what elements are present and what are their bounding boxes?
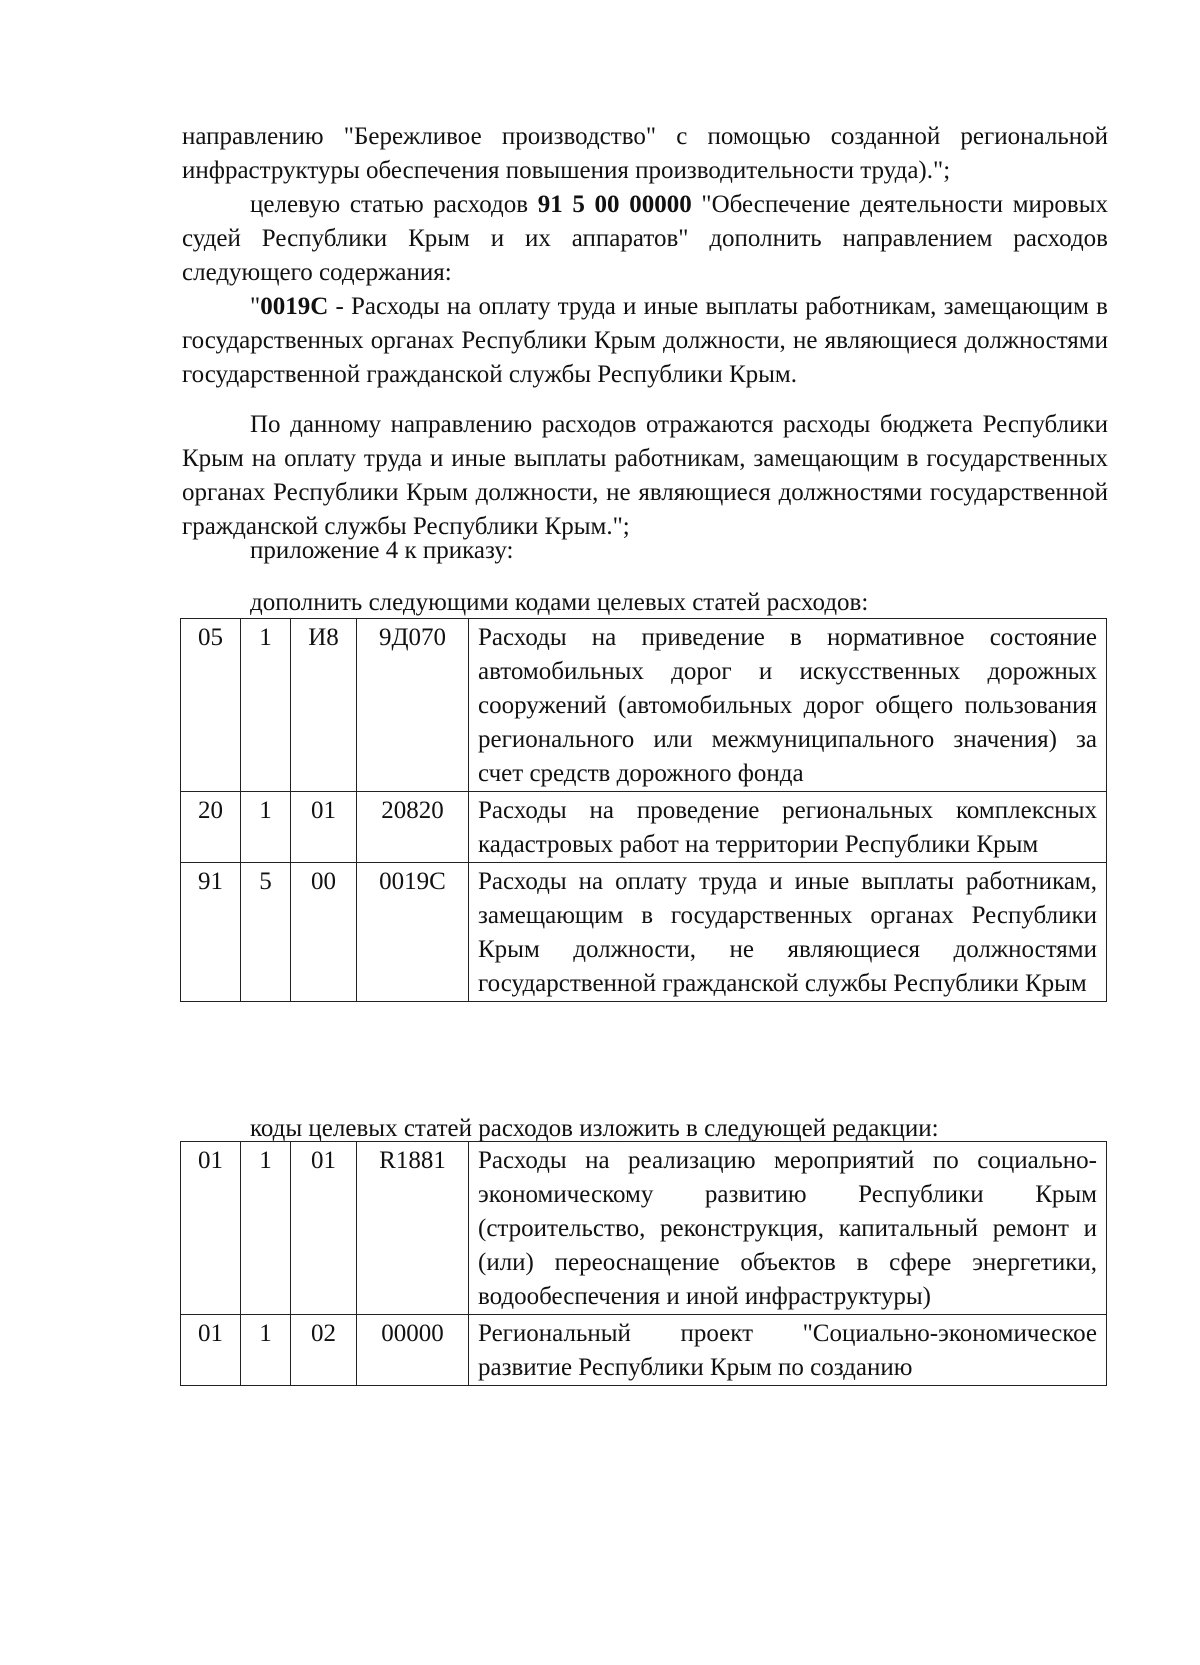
code-program-cell: 01 <box>181 1142 241 1315</box>
description-cell: Расходы на оплату труда и иные выплаты работникам, замещающим в государственных органах Республики Крым должности, не являющиеся должностями государственной гражданской службы Республики Крым <box>469 863 1107 1002</box>
code-program-cell: 01 <box>181 1315 241 1386</box>
code-subprogram-cell: 1 <box>241 792 291 863</box>
direction-code: 0019С <box>260 293 329 320</box>
paragraph-text: - Расходы на оплату труда и иные выплаты работникам, замещающим в государственных органах Республики Крым должности, не являющиеся должностями государственной гражданской службы Республики Крым. <box>182 293 1108 388</box>
description-cell: Расходы на реализацию мероприятий по социально-экономическому развитию Республики Крым (строительство, реконструкция, капитальный ремонт и (или) переоснащение объектов в сфере энергетики, водообеспечения и иной инфраструктуры) <box>469 1142 1107 1315</box>
paragraph-text: "Обеспечение деятельности мировых судей Республики Крым и их аппаратов" дополнить направлением расходов следующего содержания: <box>182 191 1109 286</box>
codes-table-edited <box>180 1141 1107 1386</box>
paragraph-direction-0019c <box>182 290 1108 392</box>
code-direction-cell: 9Д070 <box>357 619 469 792</box>
paragraph-text: целевую статью расходов <box>250 191 538 218</box>
paragraph-lean-production: направлению "Бережливое производство" с помощью созданной региональной инфраструктуры обеспечения повышения производительности труда)."; <box>182 123 1108 184</box>
table-row <box>181 1142 1107 1315</box>
table-row <box>181 863 1107 1002</box>
paragraph-target-article-91 <box>182 188 1108 290</box>
paragraph-appendix-4: приложение 4 к приказу: <box>250 537 514 564</box>
target-article-code: 91 5 00 00000 <box>537 191 692 218</box>
description-cell: Расходы на приведение в нормативное состояние автомобильных дорог и искусственных дорожных сооружений (автомобильных дорог общего пользования регионального или межмуниципального значения) за счет средств дорожного фонда <box>469 619 1107 792</box>
code-subprogram-cell: 1 <box>241 1142 291 1315</box>
code-event-cell: 02 <box>291 1315 357 1386</box>
code-direction-cell: 00000 <box>357 1315 469 1386</box>
code-direction-cell: 0019С <box>357 863 469 1002</box>
table-row <box>181 619 1107 792</box>
description-cell: Региональный проект "Социально-экономическое развитие Республики Крым по созданию <box>469 1315 1107 1386</box>
code-subprogram-cell: 5 <box>241 863 291 1002</box>
code-event-cell: 01 <box>291 1142 357 1315</box>
paragraph-new-edition: коды целевых статей расходов изложить в следующей редакции: <box>250 1115 939 1142</box>
paragraph-direction-description: По данному направлению расходов отражаются расходы бюджета Республики Крым на оплату труда и иные выплаты работникам, замещающим в государственных органах Республики Крым должности, не являющиеся должностями государственной гражданской службы Республики Крым."; <box>182 411 1108 540</box>
code-event-cell: 00 <box>291 863 357 1002</box>
table-row <box>181 792 1107 863</box>
code-direction-cell: R1881 <box>357 1142 469 1315</box>
codes-table-added <box>180 618 1107 1002</box>
codes-table-body <box>181 619 1107 1002</box>
code-program-cell: 05 <box>181 619 241 792</box>
description-cell: Расходы на проведение региональных комплексных кадастровых работ на территории Республики Крым <box>469 792 1107 863</box>
code-program-cell: 91 <box>181 863 241 1002</box>
code-event-cell: И8 <box>291 619 357 792</box>
code-event-cell: 01 <box>291 792 357 863</box>
code-subprogram-cell: 1 <box>241 1315 291 1386</box>
table-row <box>181 1315 1107 1386</box>
opening-quote: " <box>250 293 261 320</box>
paragraph-add-codes: дополнить следующими кодами целевых статей расходов: <box>250 589 869 616</box>
code-subprogram-cell: 1 <box>241 619 291 792</box>
codes-table-body <box>181 1142 1107 1386</box>
code-program-cell: 20 <box>181 792 241 863</box>
code-direction-cell: 20820 <box>357 792 469 863</box>
